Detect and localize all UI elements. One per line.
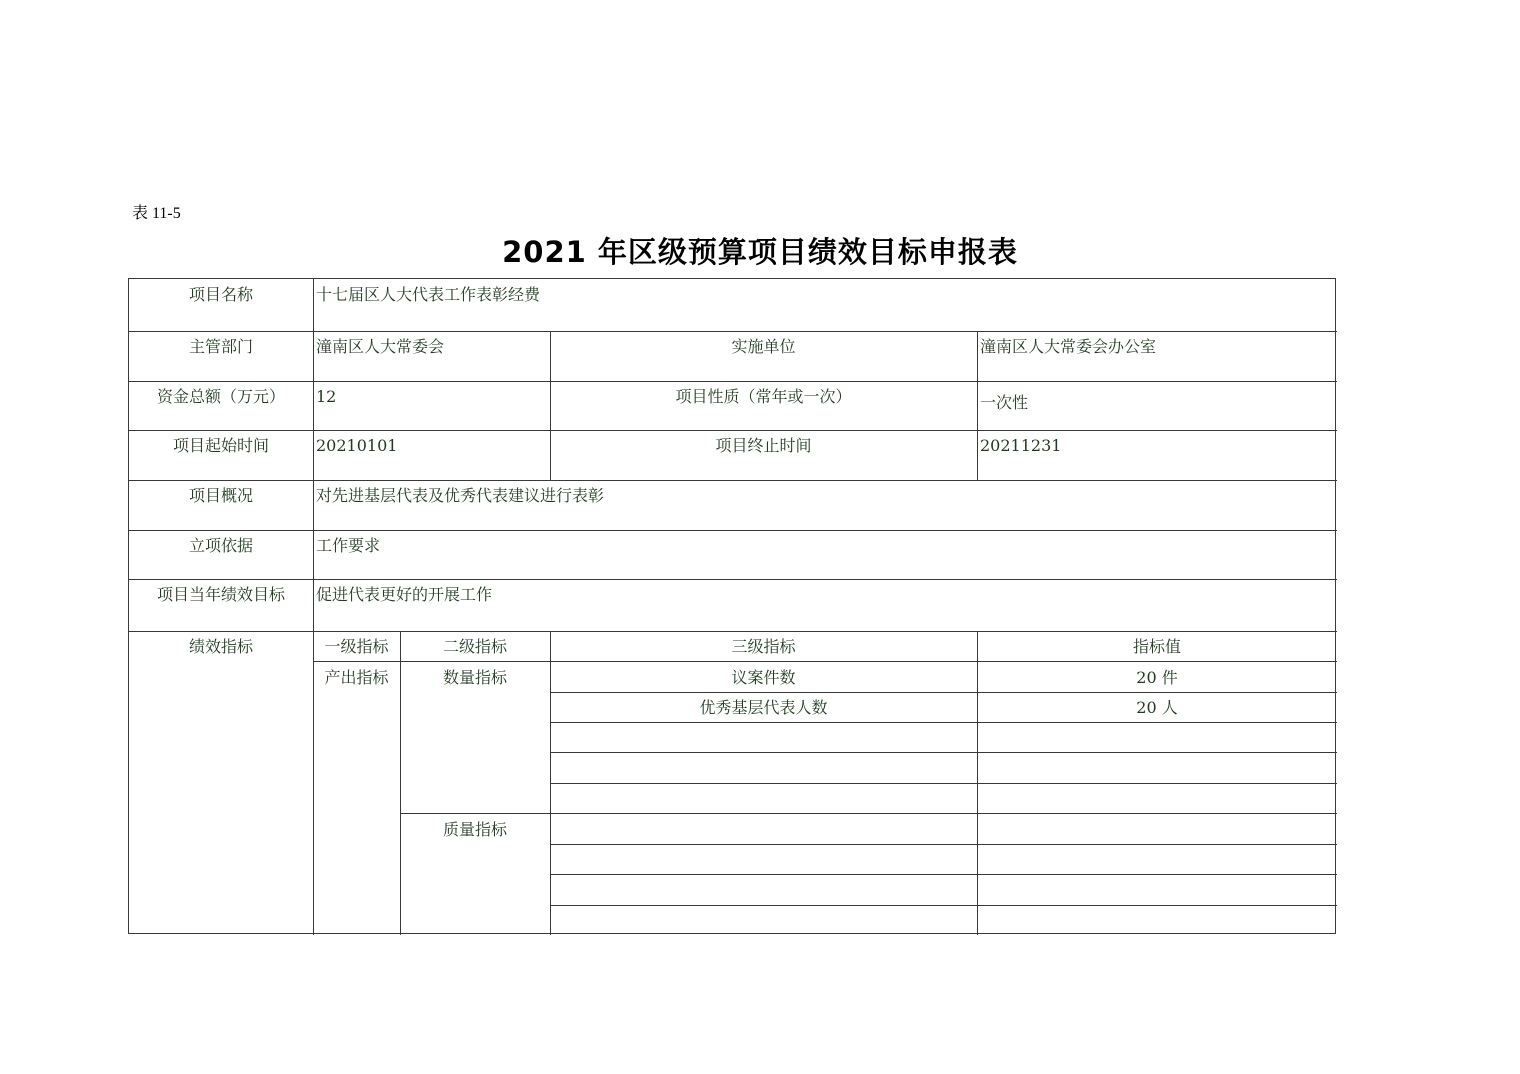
document-title: 2021 年区级预算项目绩效目标申报表 <box>502 235 1018 269</box>
output-indicator-label: 产出指标 <box>324 668 389 687</box>
basis-label: 立项依据 <box>188 536 253 555</box>
annual-goal-value: 促进代表更好的开展工作 <box>316 585 493 604</box>
indicator-name: 议案件数 <box>731 668 796 687</box>
project-name-value: 十七届区人大代表工作表彰经费 <box>316 285 541 304</box>
implementing-unit-value: 潼南区人大常委会办公室 <box>980 337 1157 356</box>
start-time-value: 20210101 <box>316 436 398 455</box>
performance-target-table <box>128 278 1336 934</box>
overview-value: 对先进基层代表及优秀代表建议进行表彰 <box>316 486 605 505</box>
header-level2: 二级指标 <box>442 637 507 656</box>
table-number: 表 11-5 <box>132 205 181 222</box>
header-level1: 一级指标 <box>324 637 389 656</box>
total-funds-value: 12 <box>316 387 337 406</box>
project-name-label: 项目名称 <box>188 285 253 304</box>
indicator-value: 20 件 <box>1136 668 1178 687</box>
quantity-indicator-label: 数量指标 <box>442 668 507 687</box>
start-time-label: 项目起始时间 <box>172 436 269 455</box>
annual-goal-label: 项目当年绩效目标 <box>156 585 285 604</box>
end-time-label: 项目终止时间 <box>715 436 812 455</box>
overview-label: 项目概况 <box>188 486 253 505</box>
header-value: 指标值 <box>1132 637 1181 656</box>
basis-value: 工作要求 <box>316 536 381 555</box>
quality-indicator-label: 质量指标 <box>442 820 507 839</box>
indicator-name: 优秀基层代表人数 <box>699 698 828 717</box>
header-level3: 三级指标 <box>731 637 796 656</box>
end-time-value: 20211231 <box>980 436 1062 455</box>
project-nature-value: 一次性 <box>980 393 1029 412</box>
implementing-unit-label: 实施单位 <box>731 337 796 356</box>
indicator-value: 20 人 <box>1136 698 1178 717</box>
indicators-label: 绩效指标 <box>188 637 253 656</box>
total-funds-label: 资金总额（万元） <box>156 387 285 406</box>
department-label: 主管部门 <box>188 337 253 356</box>
department-value: 潼南区人大常委会 <box>316 337 445 356</box>
project-nature-label: 项目性质（常年或一次） <box>675 387 852 406</box>
